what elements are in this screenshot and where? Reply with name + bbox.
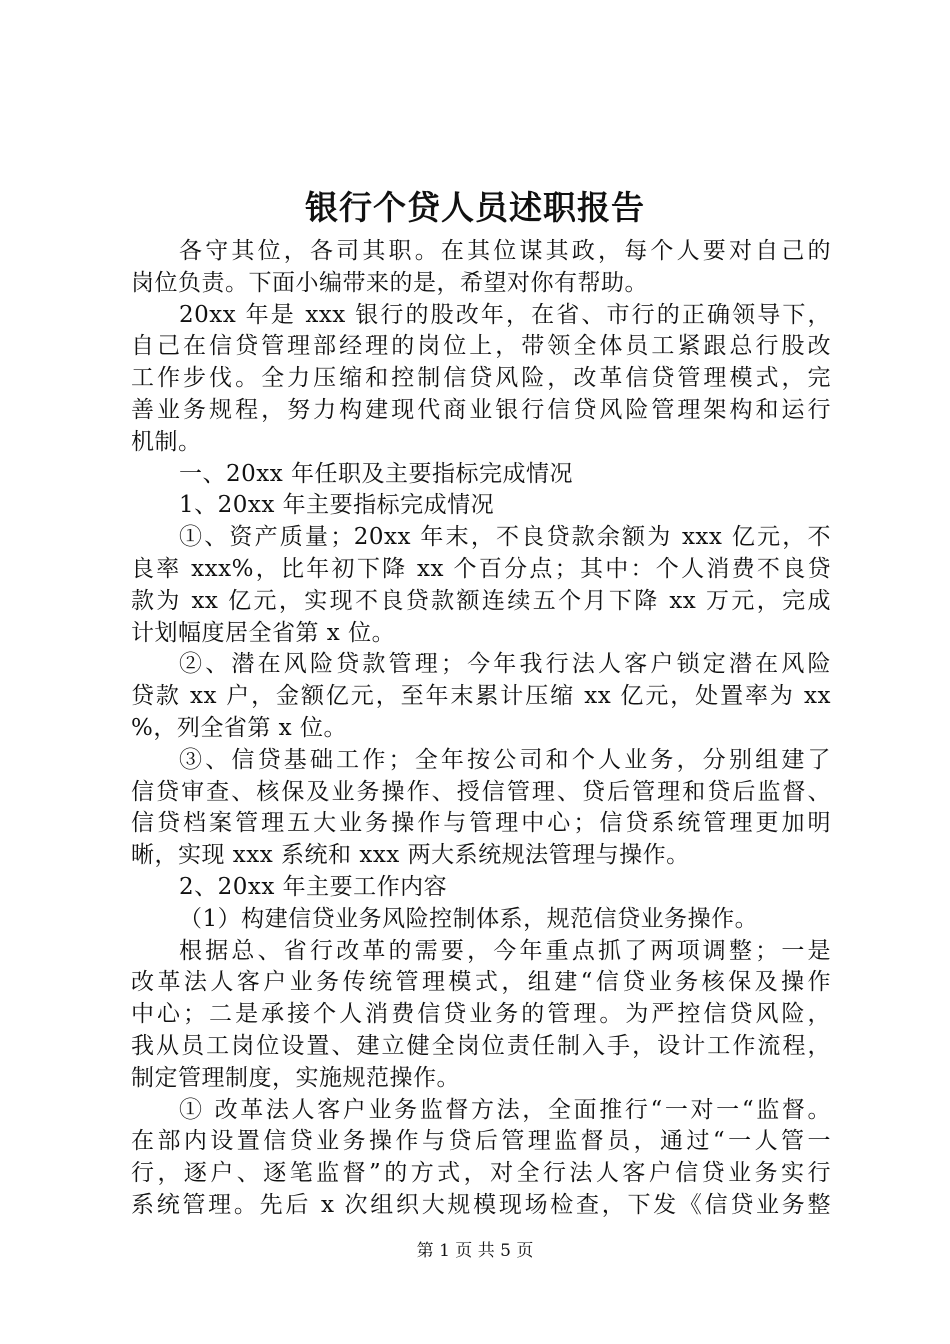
text-line: 在部内设置信贷业务操作与贷后管理监督员，通过“一人管一 (131, 1128, 831, 1155)
text-line: 岗位负责。下面小编带来的是，希望对你有帮助。 (131, 269, 648, 296)
page-footer: 第 1 页 共 5 页 (416, 1241, 534, 1261)
text-line: 我从员工岗位设置、建立健全岗位责任制入手，设计工作流程， (131, 1032, 831, 1059)
text-line: 晰，实现 xxx 系统和 xxx 两大系统规法管理与操作。 (131, 842, 690, 869)
document-title: 银行个贷人员述职报告 (305, 188, 645, 227)
text-line: 善业务规程，努力构建现代商业银行信贷风险管理架构和运行 (131, 396, 831, 423)
text-line: ②、潜在风险贷款管理；今年我行法人客户锁定潜在风险 (179, 651, 831, 678)
text-line: 中心；二是承接个人消费信贷业务的管理。为严控信贷风险， (131, 1001, 831, 1028)
text-line: 制定管理制度，实施规范操作。 (131, 1064, 460, 1091)
text-line: 一、20xx 年任职及主要指标完成情况 (179, 460, 574, 487)
text-line: 计划幅度居全省第 x 位。 (131, 619, 396, 646)
text-line: 良率 xxx%，比年初下降 xx 个百分点；其中：个人消费不良贷 (131, 555, 831, 582)
text-line: ① 改革法人客户业务监督方法，全面推行“一对一“监督。 (179, 1096, 831, 1123)
text-line: ①、资产质量；20xx 年末，不良贷款余额为 xxx 亿元，不 (179, 524, 831, 551)
text-line: （1）构建信贷业务风险控制体系，规范信贷业务操作。 (179, 905, 759, 932)
text-line: 系统管理。先后 x 次组织大规模现场检查，下发《信贷业务整 (131, 1191, 831, 1218)
text-line: 信贷档案管理五大业务操作与管理中心；信贷系统管理更加明 (131, 810, 831, 837)
text-line: 款为 xx 亿元，实现不良贷款额连续五个月下降 xx 万元，完成 (131, 587, 831, 614)
document-body (131, 236, 831, 1222)
text-line: 2、20xx 年主要工作内容 (179, 873, 448, 900)
text-line: 改革法人客户业务传统管理模式，组建“信贷业务核保及操作 (131, 969, 831, 996)
text-line: 工作步伐。全力压缩和控制信贷风险，改革信贷管理模式，完 (131, 365, 831, 392)
text-line: %，列全省第 x 位。 (131, 714, 347, 741)
text-line: ③、信贷基础工作；全年按公司和个人业务，分别组建了 (179, 746, 831, 773)
text-line: 行，逐户、逐笔监督”的方式，对全行法人客户信贷业务实行 (131, 1160, 831, 1187)
text-line: 自己在信贷管理部经理的岗位上，带领全体员工紧跟总行股改 (131, 333, 831, 360)
text-line: 机制。 (131, 428, 202, 455)
text-line: 各守其位，各司其职。在其位谋其政，每个人要对自己的 (179, 238, 831, 264)
text-line: 根据总、省行改革的需要，今年重点抓了两项调整；一是 (179, 937, 831, 964)
text-line: 信贷审查、核保及业务操作、授信管理、贷后管理和贷后监督、 (131, 778, 831, 805)
text-line: 20xx 年是 xxx 银行的股改年，在省、市行的正确领导下， (179, 301, 831, 328)
text-line: 1、20xx 年主要指标完成情况 (179, 492, 495, 519)
text-line: 贷款 xx 户，金额亿元，至年末累计压缩 xx 亿元，处置率为 xx (131, 683, 831, 710)
